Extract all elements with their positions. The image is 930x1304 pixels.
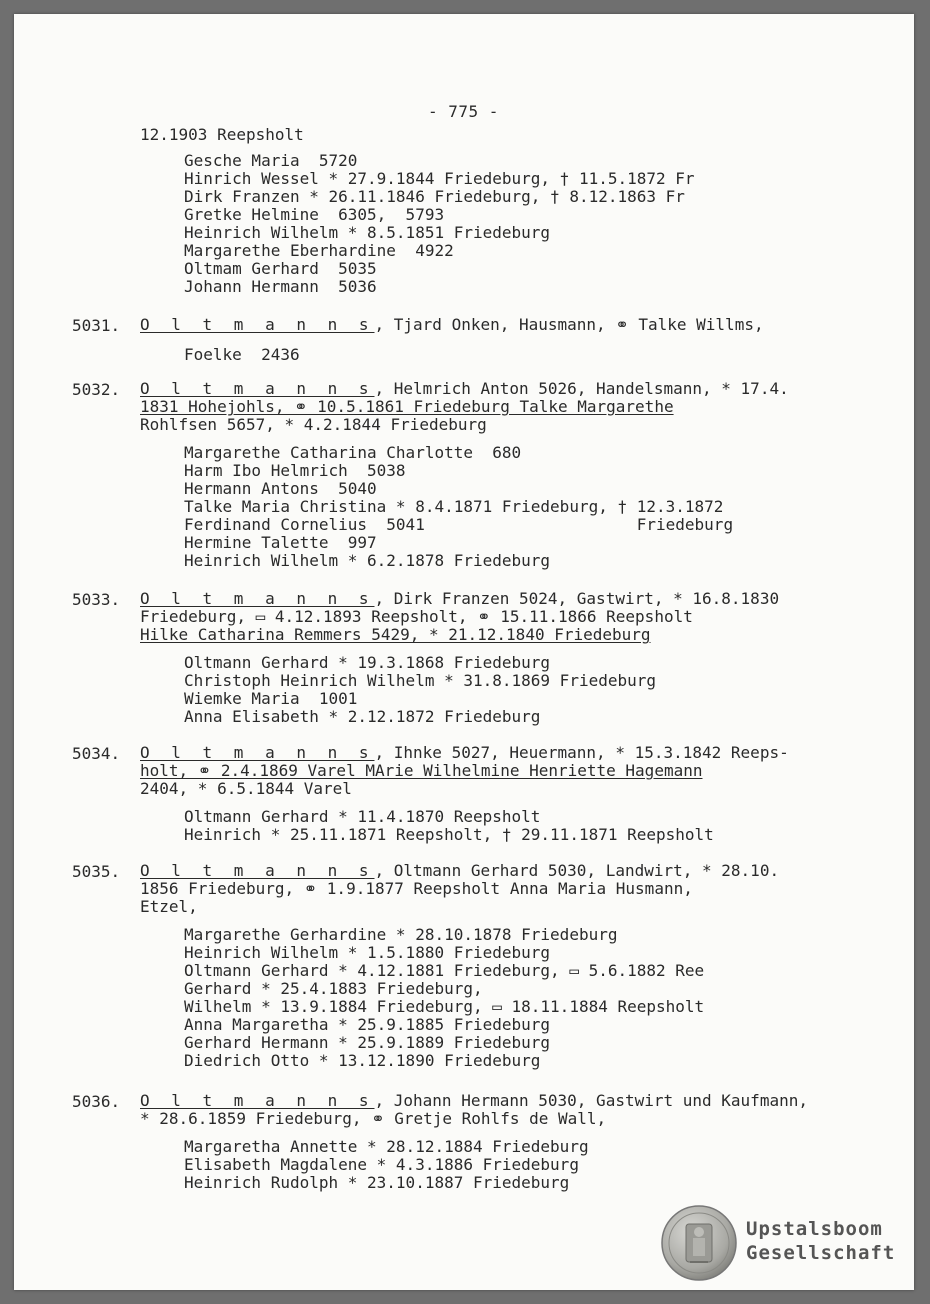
child-line: Margarethe Eberhardine 4922 [184, 241, 454, 260]
child-line: Gerhard Hermann * 25.9.1889 Friedeburg [184, 1033, 551, 1052]
entry-head-line [140, 744, 789, 762]
child-line: Margarethe Gerhardine * 28.10.1878 Friedeburg [184, 925, 618, 944]
entry-head-line [140, 1092, 808, 1110]
surname: O l t m a n n s [140, 1091, 375, 1110]
entry-head-line: 2404, * 6.5.1844 Varel [140, 779, 352, 798]
child-line: Heinrich * 25.11.1871 Reepsholt, † 29.11.1871 Reepsholt [184, 825, 714, 844]
child-line: Wiemke Maria 1001 [184, 689, 358, 708]
child-line: Anna Margaretha * 25.9.1885 Friedeburg [184, 1015, 551, 1034]
child-line: Margarethe Catharina Charlotte 680 [184, 443, 522, 462]
child-line: Harm Ibo Helmrich 5038 [184, 461, 406, 480]
entry-number: 5036. [72, 1092, 121, 1111]
head-text: , Helmrich Anton 5026, Handelsmann, * 17.4. [374, 379, 789, 398]
child-line: Foelke 2436 [184, 345, 300, 364]
document-page [14, 14, 914, 1290]
upstalsboom-seal-icon [660, 1204, 738, 1282]
child-line: Hinrich Wessel * 27.9.1844 Friedeburg, † 11.5.1872 Fr [184, 169, 695, 188]
child-line: Oltmann Gerhard * 19.3.1868 Friedeburg [184, 653, 551, 672]
entry-head-line: 1831 Hohejohls, ⚭ 10.5.1861 Friedeburg Talke Margarethe [140, 397, 674, 416]
entry-head-line [140, 316, 764, 334]
entry-head-line: 1856 Friedeburg, ⚭ 1.9.1877 Reepsholt Anna Maria Husmann, [140, 879, 693, 898]
entry-head-line: * 28.6.1859 Friedeburg, ⚭ Gretje Rohlfs de Wall, [140, 1109, 607, 1128]
logo-text [746, 1217, 895, 1265]
entry-number: 5031. [72, 316, 121, 335]
child-line: Diedrich Otto * 13.12.1890 Friedeburg [184, 1051, 541, 1070]
child-line: Elisabeth Magdalene * 4.3.1886 Friedeburg [184, 1155, 579, 1174]
child-line: Oltmann Gerhard * 11.4.1870 Reepsholt [184, 807, 541, 826]
child-line: Christoph Heinrich Wilhelm * 31.8.1869 Friedeburg [184, 671, 657, 690]
logo-line-2: Gesellschaft [746, 1242, 896, 1264]
child-line: Gerhard * 25.4.1883 Friedeburg, [184, 979, 483, 998]
head-text: , Ihnke 5027, Heuermann, * 15.3.1842 Reeps- [374, 743, 789, 762]
child-line: Talke Maria Christina * 8.4.1871 Friedeburg, † 12.3.1872 [184, 497, 724, 516]
child-line: Heinrich Wilhelm * 6.2.1878 Friedeburg [184, 551, 551, 570]
entry-head-line: Rohlfsen 5657, * 4.2.1844 Friedeburg [140, 415, 487, 434]
child-line: Heinrich Rudolph * 23.10.1887 Friedeburg [184, 1173, 570, 1192]
entry-head-line: Etzel, [140, 897, 198, 916]
entry-head-line: Hilke Catharina Remmers 5429, * 21.12.1840 Friedeburg [140, 625, 651, 644]
entry-head-line [140, 862, 779, 880]
child-line: Wilhelm * 13.9.1884 Friedeburg, ▭ 18.11.1884 Reepsholt [184, 997, 705, 1016]
child-line: Oltmann Gerhard * 4.12.1881 Friedeburg, ▭ 5.6.1882 Ree [184, 961, 705, 980]
surname: O l t m a n n s [140, 315, 375, 334]
child-line: Hermann Antons 5040 [184, 479, 377, 498]
entry-number: 5032. [72, 380, 121, 399]
child-line: Gretke Helmine 6305, 5793 [184, 205, 445, 224]
entry-number: 5035. [72, 862, 121, 881]
head-text: , Johann Hermann 5030, Gastwirt und Kaufmann, [374, 1091, 808, 1110]
child-line: Hermine Talette 997 [184, 533, 377, 552]
entry-head-line [140, 590, 779, 608]
entry-number: 5034. [72, 744, 121, 763]
entry-head-line [140, 380, 789, 398]
child-line: Heinrich Wilhelm * 1.5.1880 Friedeburg [184, 943, 551, 962]
surname: O l t m a n n s [140, 589, 375, 608]
surname: O l t m a n n s [140, 861, 375, 880]
child-line: Oltmam Gerhard 5035 [184, 259, 377, 278]
entry-number: 5033. [72, 590, 121, 609]
child-line: Margaretha Annette * 28.12.1884 Friedeburg [184, 1137, 589, 1156]
child-line: Heinrich Wilhelm * 8.5.1851 Friedeburg [184, 223, 551, 242]
head-text: , Dirk Franzen 5024, Gastwirt, * 16.8.1830 [374, 589, 780, 608]
head-text: , Tjard Onken, Hausmann, ⚭ Talke Willms, [374, 315, 764, 334]
child-line: Ferdinand Cornelius 5041 Friedeburg [184, 515, 734, 534]
entry-head-line: Friedeburg, ▭ 4.12.1893 Reepsholt, ⚭ 15.11.1866 Reepsholt [140, 607, 693, 626]
child-line: Anna Elisabeth * 2.12.1872 Friedeburg [184, 707, 541, 726]
child-line: Johann Hermann 5036 [184, 277, 377, 296]
entry-head-line: holt, ⚭ 2.4.1869 Varel MArie Wilhelmine Henriette Hagemann [140, 761, 703, 780]
child-line: Dirk Franzen * 26.11.1846 Friedeburg, † 8.12.1863 Fr [184, 187, 685, 206]
surname: O l t m a n n s [140, 379, 375, 398]
continuation-heading: 12.1903 Reepsholt [140, 125, 304, 144]
page-number: - 775 - [428, 102, 499, 121]
child-line: Gesche Maria 5720 [184, 151, 358, 170]
head-text: , Oltmann Gerhard 5030, Landwirt, * 28.10. [374, 861, 780, 880]
logo-line-1: Upstalsboom [746, 1218, 883, 1240]
surname: O l t m a n n s [140, 743, 375, 762]
